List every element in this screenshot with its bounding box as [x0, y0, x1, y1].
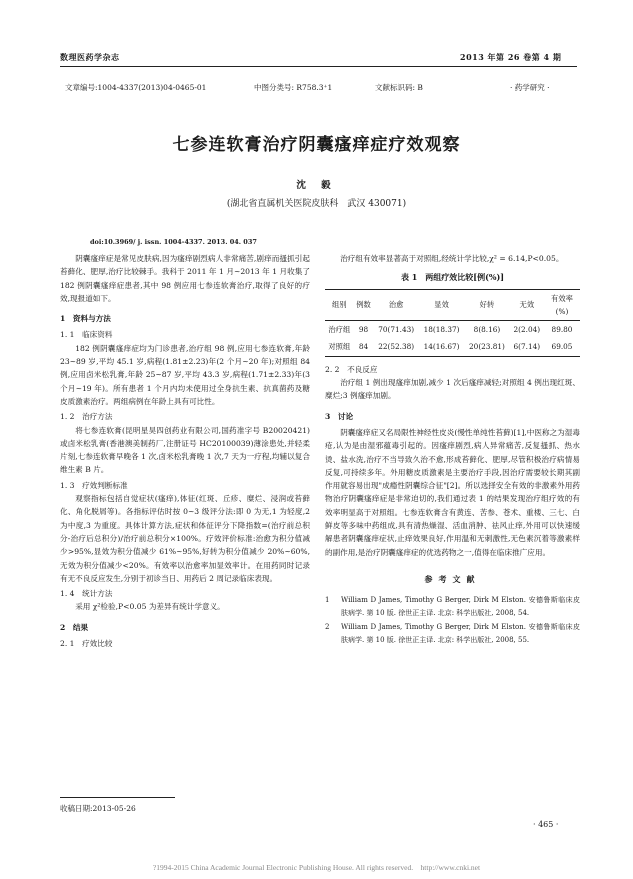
table-cell: 8(8.16) — [473, 325, 501, 335]
subsection-heading-efficacy: 2. 1 疗效比较 — [60, 639, 113, 649]
section-heading-discussion: 3 讨论 — [325, 411, 354, 421]
header-rule — [60, 66, 577, 67]
doi: doi:10.3969/ j. issn. 1004-4337. 2013. 04. 037 — [90, 238, 257, 246]
reference-text: William D James, Timothy G Berger, Dirk M Elston. 安德鲁斯临床皮肤病学. 第 10 版. 徐世正主译. 北京: 科学出版社, 2008, 54. — [341, 596, 580, 617]
table-row — [325, 321, 580, 339]
section-heading-results: 2 结果 — [60, 622, 89, 632]
table-cell: 22(52.38) — [378, 342, 415, 352]
table-cell: 治疗组 — [328, 325, 351, 335]
journal-name: 数理医药学杂志 — [60, 52, 120, 62]
table-cell: 6(7.14) — [513, 342, 541, 352]
table-header-cell: 好转 — [479, 300, 495, 310]
table-cell: 70(71.43) — [378, 325, 415, 335]
paragraph-discussion: 阴囊瘙痒症又名局限性神经性皮炎(慢性单纯性苔藓)[1],中医称之为湿毒疮,认为是由湿邪蕴毒引起的。因瘙痒剧烈,病人异常痛苦,反复搔抓、热水烫、盐水洗,治疗不当导致久治不愈,形成苔藓化、肥厚,尽管积极治疗病情易反复,可持续多年。外用糖皮质激素是主要治疗手段,因治疗需要较长期其副作用就容易出现"成瘾性阴囊综合征"[2]。所以选择安全有效的非激素外用药物治疗阴囊瘙痒症是非常迫切的,我们通过表 1 的结果发现治疗组疗效的有效率明显高于对照组。七参连软膏含有黄连、苦参、苍术、重楼、三七、白鲜皮等多味中药组成,具有清热燥湿、活血消肿、祛风止痒,外用可以快速缓解患者阴囊瘙痒症状,止痒效果良好,作用温和无刺激性,无色素沉着等激素样的副作用,是治疗阴囊瘙痒症的优选药物之一,值得在临床推广应用。 — [325, 427, 580, 557]
reference-number: 1 — [325, 596, 330, 605]
references-heading: 参考文献 — [424, 573, 481, 584]
reference-item — [325, 594, 580, 619]
intro-paragraph: 阴囊瘙痒症是常见皮肤病,因为瘙痒剧烈病人非常痛苦,剧痒而搔抓引起苔藓化、肥厚,治疗比较棘手。我科于 2011 年 1 月~2013 年 1 月收集了 182 例阴囊瘙痒症患者,其中 98 例应用七参连软膏治疗,取得了良好的疗效,现报道如下。 — [60, 254, 310, 303]
section-label: · 药学研究 · — [510, 83, 550, 92]
author-name: 沈 毅 — [296, 180, 337, 191]
table-cell: 69.05 — [551, 342, 573, 352]
page-number: · 465 · — [533, 820, 559, 829]
table-row — [325, 338, 580, 356]
table-cell: 对照组 — [328, 342, 351, 352]
table-cell: 2(2.04) — [513, 325, 541, 335]
subsection-heading-statistics: 1. 4 统计方法 — [60, 589, 113, 599]
table-header-cell: 有效率(%) — [551, 293, 573, 316]
table-header-cell: 显效 — [434, 300, 449, 310]
table-caption: 表 1 两组疗效比较[例(%)] — [400, 272, 505, 283]
section-heading-methods: 1 资料与方法 — [60, 314, 111, 324]
footnote-rule — [60, 797, 175, 798]
reference-number: 2 — [325, 623, 330, 632]
table-cell: 89.80 — [551, 325, 573, 335]
received-date: 收稿日期:2013-05-26 — [60, 804, 136, 813]
paragraph-clinical-data: 182 例阴囊瘙痒症均为门诊患者,治疗组 98 例,应用七参连软膏,年龄 23~89 岁,平均 45.1 岁,病程(1.81±2.23)年(2 个月~20 年);对照组 84 例,应用卤米松乳膏,年龄 25~87 岁,平均 43.3 岁,病程(1.71±2.33)年(3 个月~19 年)。所有患者 1 个月内均未使用过全身抗生素、抗真菌药及糖皮质激素治疗。两组病例在年龄上具有可比性。 — [60, 343, 310, 406]
table-cell: 98 — [358, 325, 369, 335]
clc-number: 中图分类号: R758.3⁺1 — [254, 83, 333, 92]
author-affiliation: (湖北省直属机关医院皮肤科 武汉 430071) — [226, 199, 407, 209]
table-header-cell: 无效 — [519, 300, 535, 310]
left-column — [60, 252, 310, 650]
table-cell: 84 — [358, 342, 369, 352]
table-cell: 20(23.81) — [469, 342, 505, 352]
subsection-heading-criteria: 1. 3 疗效判断标准 — [60, 480, 128, 490]
issue-info: 2013 年第 26 卷第 4 期 — [460, 52, 562, 62]
subsection-heading-clinical-data: 1. 1 临床资料 — [60, 330, 113, 340]
paragraph-efficacy-result: 治疗组有效率显著高于对照组,经统计学比较,χ² = 6.14,P<0.05。 — [340, 254, 564, 263]
article-number: 文章编号:1004-4337(2013)04-0465-01 — [65, 83, 207, 92]
reference-text: William D James, Timothy G Berger, Dirk M Elston. 安德鲁斯临床皮肤病学. 第 10 版. 徐世正主译. 北京: 科学出版社, 2008, 55. — [341, 623, 580, 644]
efficacy-table — [325, 289, 580, 357]
right-column — [325, 252, 580, 648]
subsection-heading-adverse: 2. 2 不良反应 — [325, 364, 378, 374]
copyright-notice: ?1994-2015 China Academic Journal Electronic Publishing House. All rights reserved. http://www.cnki.net — [152, 863, 481, 872]
article-title: 七参连软膏治疗阴囊瘙痒症疗效观察 — [172, 135, 461, 155]
table-header-row — [325, 289, 580, 321]
document-code: 文献标识码: B — [375, 83, 423, 92]
table-header-cell: 例数 — [356, 300, 371, 310]
table-cell: 14(16.67) — [423, 342, 460, 352]
subsection-heading-treatment: 1. 2 治疗方法 — [60, 412, 113, 422]
paragraph-adverse: 治疗组 1 例出现瘙痒加剧,减少 1 次后瘙痒减轻;对照组 4 例出现红斑、糜烂;3 例瘙痒加剧。 — [325, 378, 580, 401]
reference-item — [325, 621, 580, 646]
paragraph-statistics: 采用 χ²检验,P<0.05 为差异有统计学意义。 — [75, 602, 225, 612]
paragraph-criteria: 观察指标包括自觉症状(瘙痒),体征(红斑、丘疹、糜烂、浸润或苔藓化、角化脱屑等)。各指标评估时按 0~3 级评分法:即 0 为无,1 为轻度,2 为中度,3 为重度。具体计算方法,症状和体征评分下降指数=(治疗前总积分-治疗后总积分)/治疗前总积分×100%。疗效评价标准:治愈为积分值减少>95%,显效为积分值减少 61%~95%,好转为积分值减少 20%~60%,无效为积分值减少<20%。有效率以治愈率加显效率计。在用药同时记录有无不良反应发生,分别于初诊当日、用药后 2 周记录临床表现。 — [60, 494, 310, 583]
table-header-cell: 治愈 — [388, 300, 404, 310]
table-header-cell: 组别 — [332, 300, 347, 310]
table-cell: 18(18.37) — [423, 325, 460, 335]
paragraph-treatment: 将七参连软膏(昆明星昊四创药业有限公司,国药准字号 B20020421)或卤米松乳膏(香港澳美制药厂,注册证号 HC20100039)薄涂患处,并轻柔片刻,七参连软膏早晚各 1 次,卤米松乳膏晚 1 次,7 天为一疗程,均辅以复合维生素 B 片。 — [60, 425, 310, 475]
